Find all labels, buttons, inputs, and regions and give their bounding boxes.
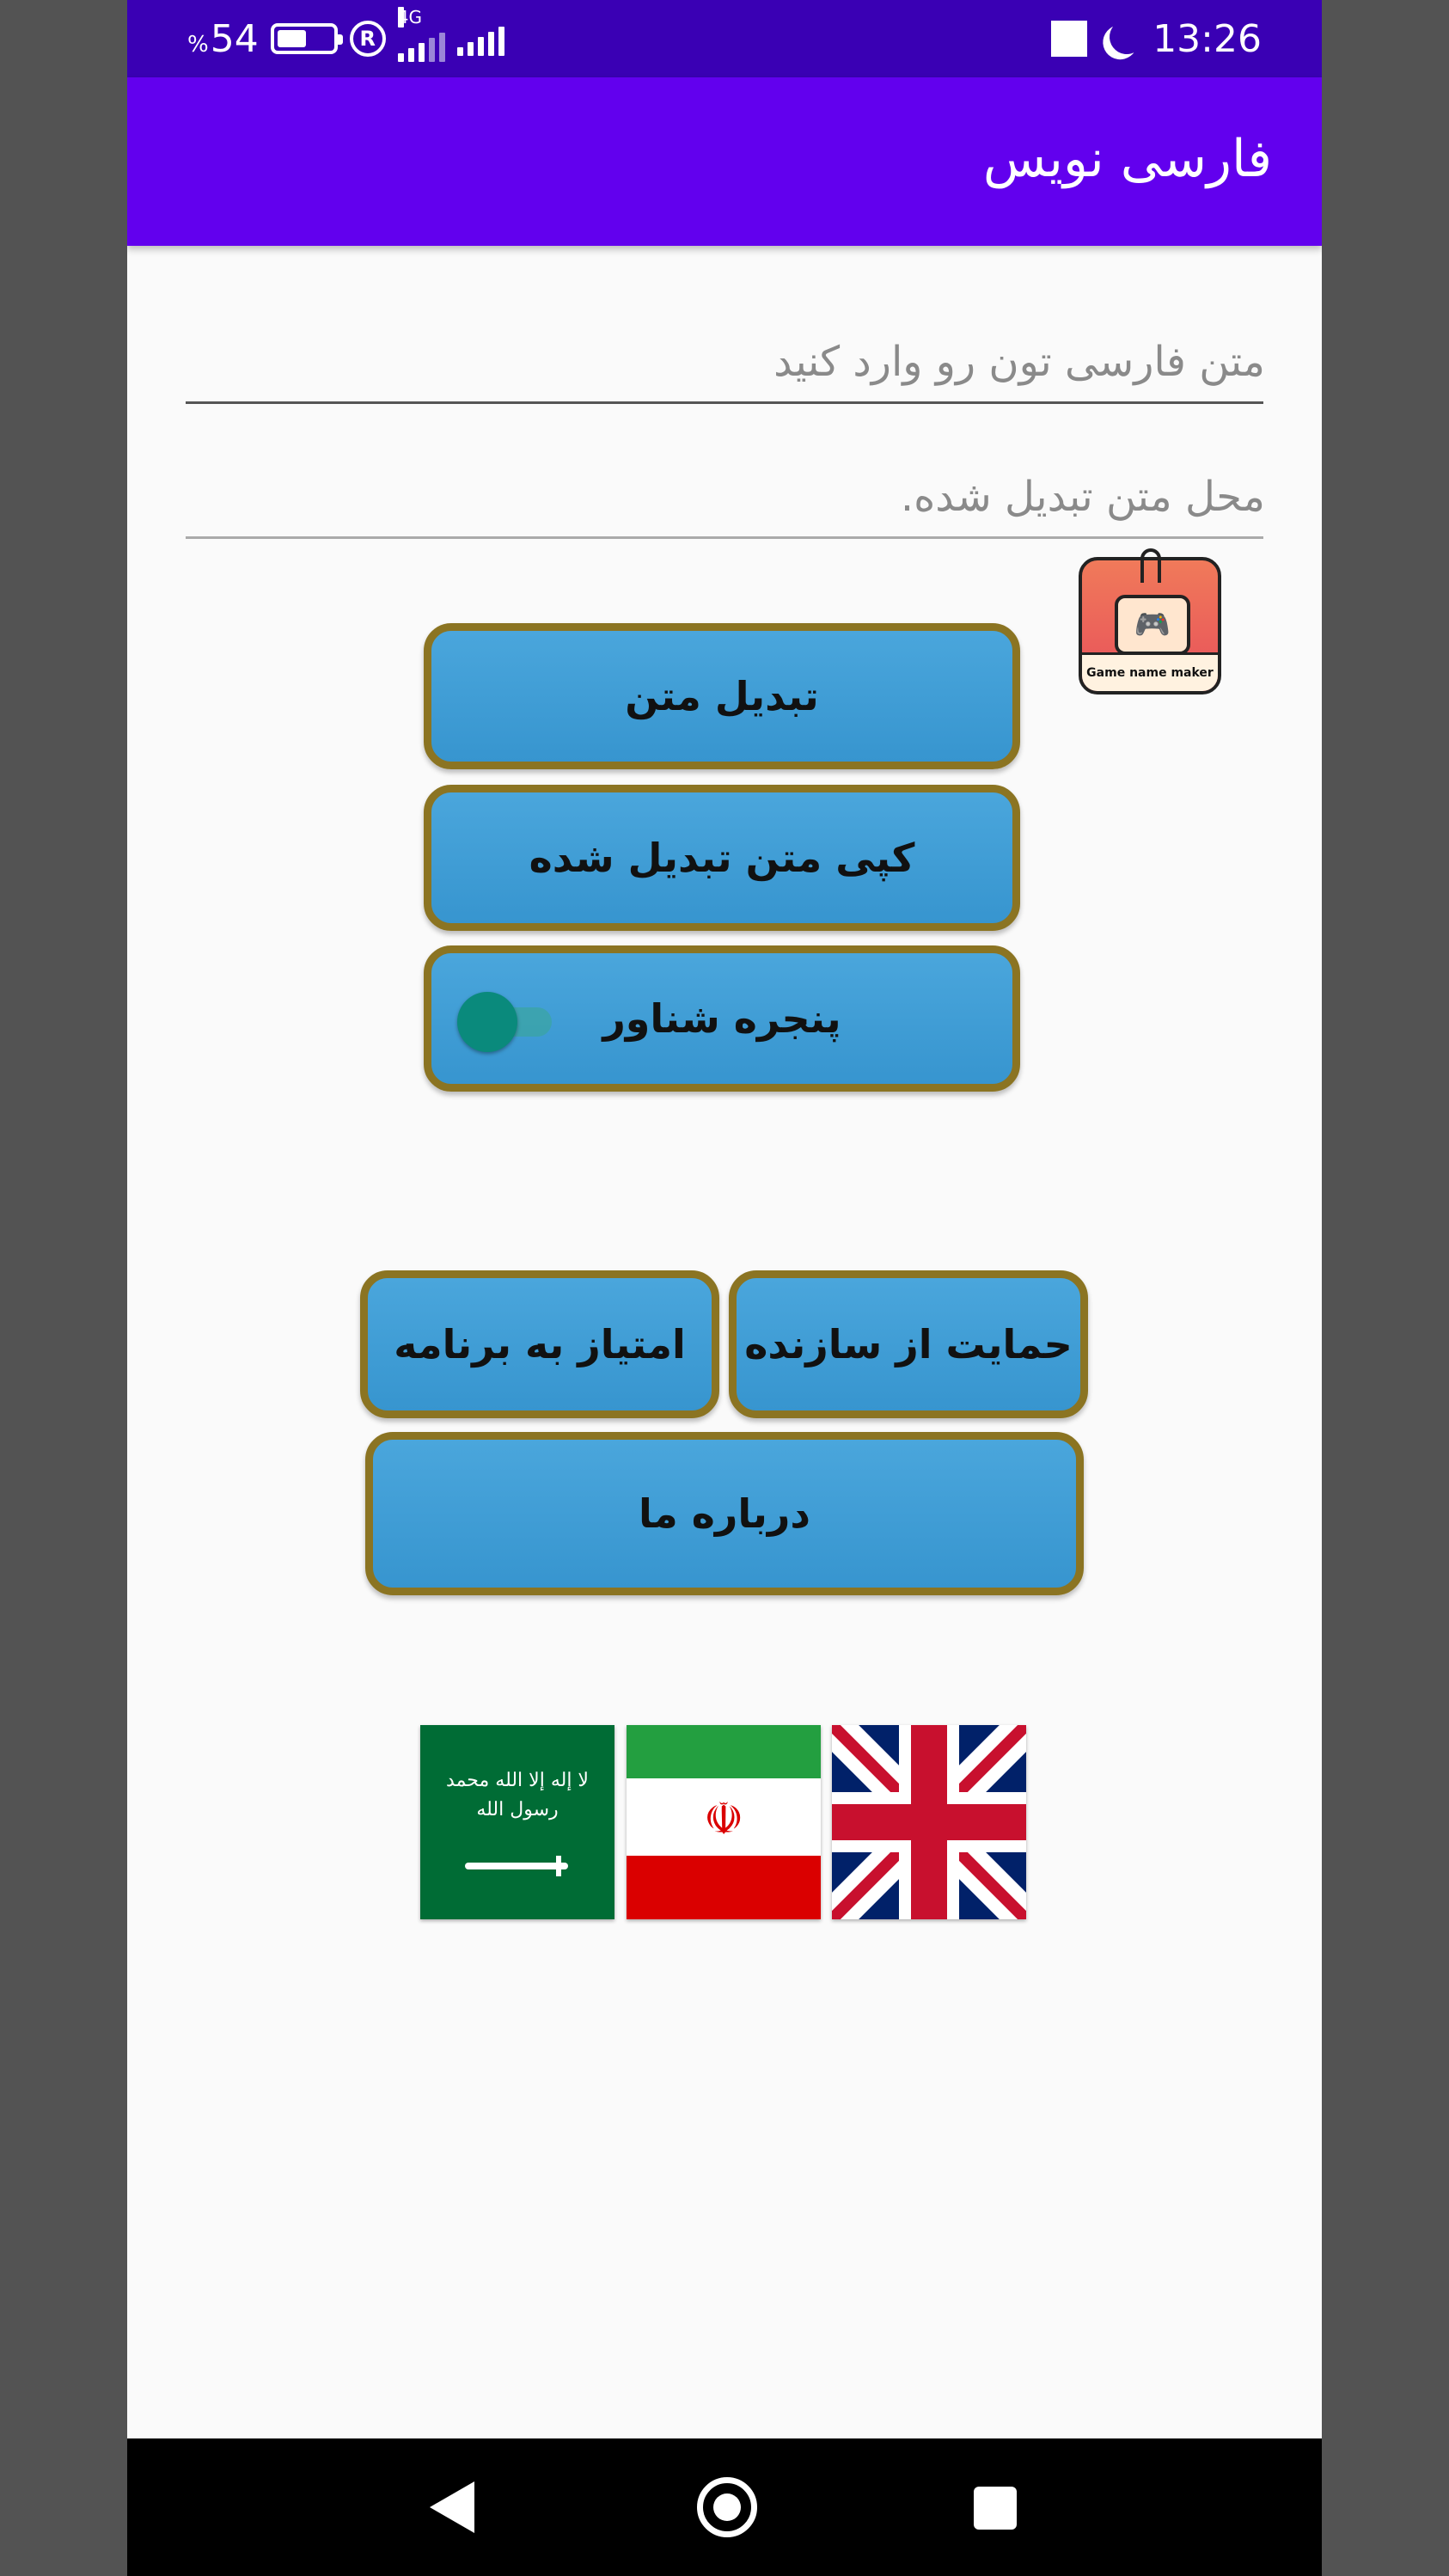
- floating-window-button[interactable]: [424, 945, 1020, 1092]
- flag-stripe-green: [627, 1725, 821, 1778]
- signal-bar: [457, 47, 463, 56]
- result-text-input[interactable]: [186, 462, 1267, 532]
- battery-percent: 54: [210, 16, 259, 61]
- signal-bar: [498, 27, 504, 56]
- app-title: فارسی نویس: [982, 129, 1272, 189]
- signal-bar: [478, 37, 484, 56]
- signal-bar: [419, 43, 425, 62]
- flag-stripe-red: [627, 1856, 821, 1919]
- percent-sign: %: [187, 32, 209, 58]
- home-icon[interactable]: [697, 2477, 757, 2537]
- app-screen: [127, 0, 1322, 2576]
- signal-4g-icon: [397, 7, 445, 62]
- back-icon[interactable]: [430, 2481, 474, 2533]
- app-bar: [127, 77, 1322, 246]
- signal-bar: [468, 42, 474, 56]
- rate-app-button[interactable]: امتیاز به برنامه: [360, 1270, 719, 1418]
- status-right: [1051, 15, 1262, 62]
- signal-bar: [429, 38, 435, 62]
- about-us-button[interactable]: درباره ما: [365, 1432, 1084, 1595]
- gamepad-icon: 🎮: [1115, 595, 1190, 655]
- signal-icon: [457, 21, 504, 56]
- registered-icon: R: [350, 21, 386, 57]
- sword-icon: [465, 1863, 568, 1869]
- signal-bar: [408, 48, 414, 62]
- flag-shahada-text: لا إله إلا الله محمد رسول الله: [446, 1770, 589, 1820]
- moon-icon: [1106, 16, 1148, 58]
- saudi-arabia-flag[interactable]: [420, 1725, 614, 1919]
- recents-icon[interactable]: [974, 2487, 1017, 2530]
- iran-emblem-icon: ☫: [703, 1794, 744, 1845]
- support-developer-button[interactable]: حمایت از سازنده: [729, 1270, 1088, 1418]
- navigation-bar: [127, 2438, 1322, 2576]
- signal-bar: [398, 53, 404, 62]
- signal-bar: [488, 32, 494, 56]
- iran-flag[interactable]: [627, 1725, 821, 1919]
- status-left: [187, 7, 504, 62]
- battery-fill: [278, 30, 306, 47]
- battery-icon: [271, 23, 338, 54]
- game-logo-caption: Game name maker: [1082, 652, 1218, 691]
- game-name-maker-logo[interactable]: [1077, 548, 1225, 699]
- source-text-input[interactable]: [186, 327, 1267, 397]
- source-text-field: [186, 327, 1263, 404]
- union-jack-icon: [832, 1725, 1026, 1919]
- signal-bar: [439, 33, 445, 62]
- convert-button[interactable]: تبدیل متن: [424, 623, 1020, 769]
- tag-hook-icon: [1140, 548, 1161, 583]
- copy-converted-button[interactable]: کپی متن تبدیل شده: [424, 785, 1020, 931]
- floating-window-switch[interactable]: [457, 988, 552, 1049]
- uk-flag[interactable]: [832, 1725, 1026, 1919]
- status-bar: [127, 0, 1322, 77]
- network-type-label: 4G: [397, 7, 422, 28]
- floating-window-label: پنجره شناور: [602, 995, 841, 1042]
- clock: 13:26: [1152, 16, 1262, 61]
- square-notification-icon: [1051, 21, 1087, 57]
- result-text-field: [186, 462, 1263, 539]
- switch-thumb: [457, 992, 517, 1052]
